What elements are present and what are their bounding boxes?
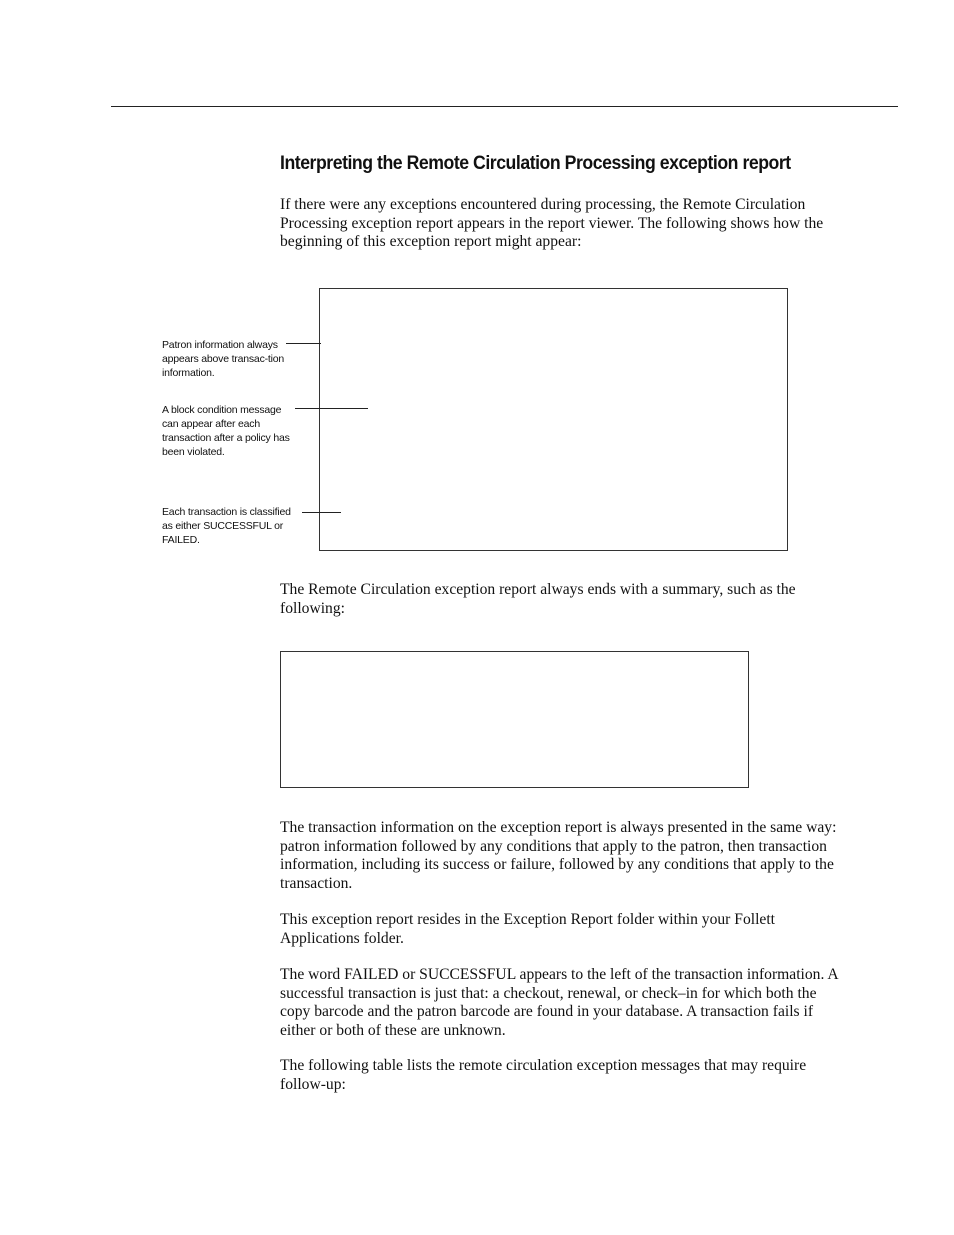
intro-paragraph: If there were any exceptions encountered during processing, the Remote Circulation Processing exception report appears in the report viewer. The following shows how the beginning of this exception report might appear: (280, 196, 824, 251)
callout-leader-patron (286, 343, 321, 344)
callout-patron-information: Patron information always appears above transac-tion information. (162, 339, 285, 379)
failed-successful-paragraph: The word FAILED or SUCCESSFUL appears to the left of the transaction information. A successful transaction is just that: a checkout, renewal, or check–in for which both the copy barcode and the patron barcode are found in your database. A transaction fails if either or both of these are unknown. (280, 966, 838, 1039)
location-paragraph: This exception report resides in the Exception Report folder within your Follett Applications folder. (280, 911, 775, 947)
transaction-info-paragraph: The transaction information on the exception report is always presented in the same way: patron information followed by any conditions that apply to the patron, then transaction information, including its success or failure, followed by any conditions that apply to the transaction. (280, 819, 837, 892)
callout-transaction-classified: Each transaction is classified as either SUCCESSFUL or FAILED. (162, 506, 291, 546)
header-rule (111, 106, 898, 107)
summary-intro-paragraph: The Remote Circulation exception report always ends with a summary, such as the following: (280, 581, 796, 617)
callout-leader-classified (302, 512, 341, 513)
section-heading: Interpreting the Remote Circulation Processing exception report (280, 153, 791, 174)
report-summary-figure (280, 651, 749, 788)
table-intro-paragraph: The following table lists the remote circulation exception messages that may require follow-up: (280, 1057, 807, 1093)
callout-block-condition: A block condition message can appear after each transaction after a policy has been violated. (162, 404, 290, 458)
report-beginning-figure (319, 288, 788, 551)
callout-leader-block (295, 408, 368, 409)
